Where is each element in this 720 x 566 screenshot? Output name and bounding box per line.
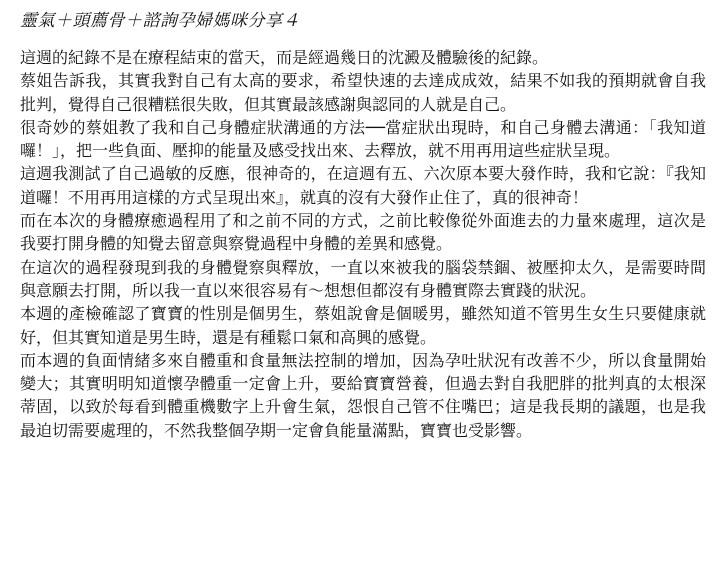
paragraph: 這週的紀錄不是在療程結束的當天，而是經過幾日的沈澱及體驗後的紀錄。 (20, 48, 549, 67)
paragraph: 而本週的負面情緒多來自體重和食量無法控制的增加，因為孕吐狀況有改善不少，所以食量開始變大；其實明明知道懷孕體重一定會上升，要給寶寶營養，但過去對自我肥胖的批判真的太根深蒂固，以致於每看到體重機數字上升會生氣，怨恨自己管不住嘴巴；這是我長期的議題，也是我最迫切需要處理的，不然我整個孕期一定會負能量滿點，寶寶也受影響。 (20, 350, 706, 440)
paragraph: 在這次的過程發現到我的身體覺察與釋放，一直以來被我的腦袋禁錮、被壓抑太久，是需要時間與意願去打開，所以我一直以來很容易有～想想但都沒有身體實際去實踐的狀況。 (20, 257, 706, 300)
article-body (20, 46, 706, 442)
paragraph: 而在本次的身體療癒過程用了和之前不同的方式，之前比較像從外面進去的力量來處理，這次是我要打開身體的知覺去留意與察覺過程中身體的差異和感覺。 (20, 211, 706, 254)
paragraph: 本週的產檢確認了寶寶的性別是個男生，蔡姐說會是個暖男，雖然知道不管男生女生只要健康就好，但其實知道是男生時，還是有種鬆口氣和高興的感覺。 (20, 304, 706, 347)
paragraph: 這週我測試了自己過敏的反應，很神奇的，在這週有五、六次原本要大發作時，我和它說：『我知道囉！不用再用這樣的方式呈現出來』，就真的沒有大發作止住了，真的很神奇！ (20, 164, 706, 207)
article-title: 靈氣＋頭薦骨＋諮詢孕婦媽咪分享４ (20, 11, 300, 31)
paragraph: 蔡姐告訴我，其實我對自己有太高的要求，希望快速的去達成成效，結果不如我的預期就會自我批判，覺得自己很糟糕很失敗，但其實最該感謝與認同的人就是自己。 (20, 71, 706, 114)
paragraph: 很奇妙的蔡姐教了我和自己身體症狀溝通的方法──當症狀出現時，和自己身體去溝通：「我知道囉！」，把一些負面、壓抑的能量及感受找出來、去釋放，就不用再用這些症狀呈現。 (20, 117, 706, 161)
